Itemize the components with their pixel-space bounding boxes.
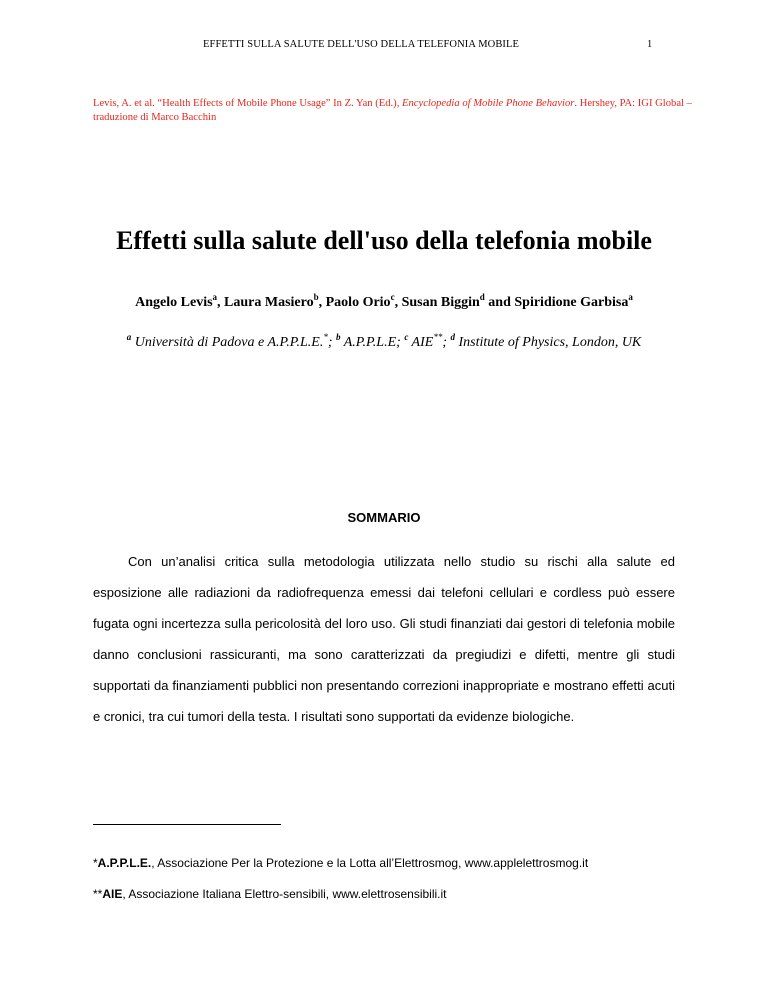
affiliation-text: AIE [408, 335, 434, 350]
author-separator: , [318, 295, 326, 310]
author-list [0, 292, 768, 311]
author-separator: , [394, 295, 402, 310]
footnote [93, 856, 588, 870]
footnote-divider [93, 824, 281, 825]
author-affiliation-mark: a [212, 292, 218, 302]
citation-suffix: . Hershey, PA: IGI Global – traduzione di Marco Bacchin [93, 98, 692, 123]
running-title: EFFETTI SULLA SALUTE DELL'USO DELLA TELEFONIA MOBILE [203, 39, 520, 50]
footnote-abbr: A.P.P.L.E. [97, 856, 152, 870]
affiliation-footnote-mark: * [323, 332, 328, 342]
author-affiliation-mark: c [390, 292, 395, 302]
abstract-heading: SOMMARIO [347, 510, 421, 525]
author-name: Laura Masiero [224, 295, 314, 310]
footnote [93, 887, 447, 901]
author-separator: , [217, 295, 225, 310]
author-name: Spiridione Garbisa [514, 295, 629, 310]
paper-title: Effetti sulla salute dell'uso della telefonia mobile [116, 226, 652, 255]
footnote-mark: ** [93, 887, 103, 901]
affiliation-separator: ; [396, 335, 405, 350]
affiliation-separator: ; [327, 335, 336, 350]
author-name: Angelo Levis [135, 295, 213, 310]
affiliation-text: Institute of Physics, London, UK [455, 335, 642, 350]
footnote-mark: * [93, 856, 98, 870]
affiliation-letter: a [126, 332, 132, 342]
footnote-text: , Associazione Italiana Elettro-sensibili, www.elettrosensibili.it [122, 887, 447, 901]
affiliation-separator: ; [442, 335, 451, 350]
running-header [0, 39, 768, 55]
citation-prefix: Levis, A. et al. “Health Effects of Mobile Phone Usage” In Z. Yan (Ed.), [93, 98, 403, 109]
affiliation-letter: d [450, 332, 455, 342]
affiliation-letter: b [336, 332, 341, 342]
footnote-text: , Associazione Per la Protezione e la Lotta all’Elettrosmog, www.applelettrosmog.it [151, 856, 589, 870]
page-number: 1 [647, 39, 653, 50]
author-affiliation-mark: d [479, 292, 485, 302]
abstract-body: Con un’analisi critica sulla metodologia utilizzata nello studio su rischi alla salute ed esposizione alle radiazioni da radiofrequenza emessi dai telefoni cellulari e cordless può essere fugata ogni incertezza sulla pericolosità del loro uso. Gli studi finanziati dai gestori di telefonia mobile danno conclusioni rassicuranti, ma sono caratterizzati da pregiudizi e difetti, mentre gli studi supportati da finanziamenti pubblici non presentando correzioni inappropriate e mostrano effetti acuti e cronici, tra cui tumori della testa. I risultati sono supportati da evidenze biologiche. [93, 554, 675, 724]
affiliation-letter: c [404, 332, 409, 342]
footnote-abbr: AIE [102, 887, 123, 901]
affiliations [0, 332, 768, 351]
author-name: Susan Biggin [401, 295, 480, 310]
author-name: Paolo Orio [325, 295, 391, 310]
affiliation-footnote-mark: ** [433, 332, 443, 342]
author-affiliation-mark: b [313, 292, 319, 302]
citation-source: Encyclopedia of Mobile Phone Behavior [402, 98, 575, 109]
affiliation-text: A.P.P.L.E [340, 335, 397, 350]
author-affiliation-mark: a [628, 292, 633, 302]
citation [93, 97, 693, 124]
author-separator: and [484, 295, 515, 310]
affiliation-text: Università di Padova e A.P.P.L.E. [131, 335, 324, 350]
